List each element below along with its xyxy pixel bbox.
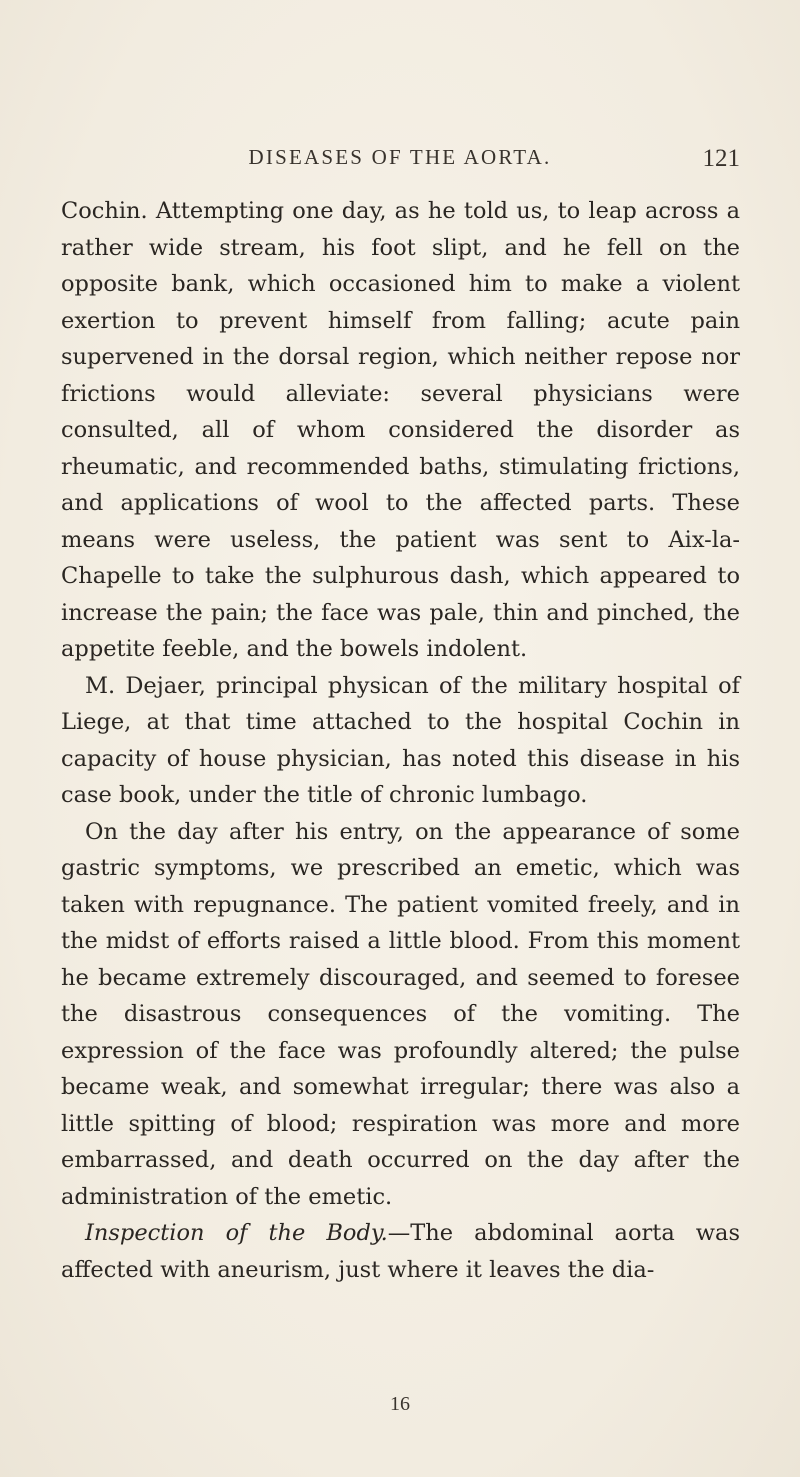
signature-mark: 16 (390, 1393, 410, 1415)
paragraph-4-text: —The abdominal aorta was affected with aneurism, just where it leaves the dia- (61, 1220, 740, 1283)
running-head (60, 141, 740, 175)
page-number: 121 (702, 145, 740, 172)
body-text (61, 193, 740, 1288)
paragraph-2: M. Dejaer, principal physican of the military hospital of Liege, at that time attached to the hospital Cochin in capacity of house physician, has noted this disease in his case book, under the title of chronic lumbago. (61, 672, 740, 808)
running-title: DISEASES OF THE AORTA. (248, 145, 552, 169)
paragraph-1: Cochin. Attempting one day, as he told us, to leap across a rather wide stream, his foot slipt, and he fell on the opposite bank, which occasioned him to make a violent exertion to prevent himself from falling; acute pain supervened in the dorsal region, which neither repose nor frictions would alleviate: several physicians were consulted, all of whom considered the disorder as rheumatic, and recommended baths, stimulating frictions, and applications of wool to the affected parts. These means were useless, the patient was sent to Aix-la-Chapelle to take the sulphurous dash, which appeared to increase the pain; the face was pale, thin and pinched, the appetite feeble, and the bowels indolent. (61, 198, 740, 662)
section-heading: Inspection of the Body. (85, 1220, 388, 1246)
paragraph-4 (61, 1215, 740, 1288)
paragraph-3: On the day after his entry, on the appearance of some gastric symptoms, we prescribed an emetic, which was taken with repugnance. The patient vomited freely, and in the midst of efforts raised a little blood. From this moment he became extremely discouraged, and seemed to foresee the disastrous consequences of the vomiting. The expression of the face was profoundly altered; the pulse became weak, and somewhat irregular; there was also a little spitting of blood; respiration was more and more embarrassed, and death occurred on the day after the administration of the emetic. (61, 818, 740, 1210)
